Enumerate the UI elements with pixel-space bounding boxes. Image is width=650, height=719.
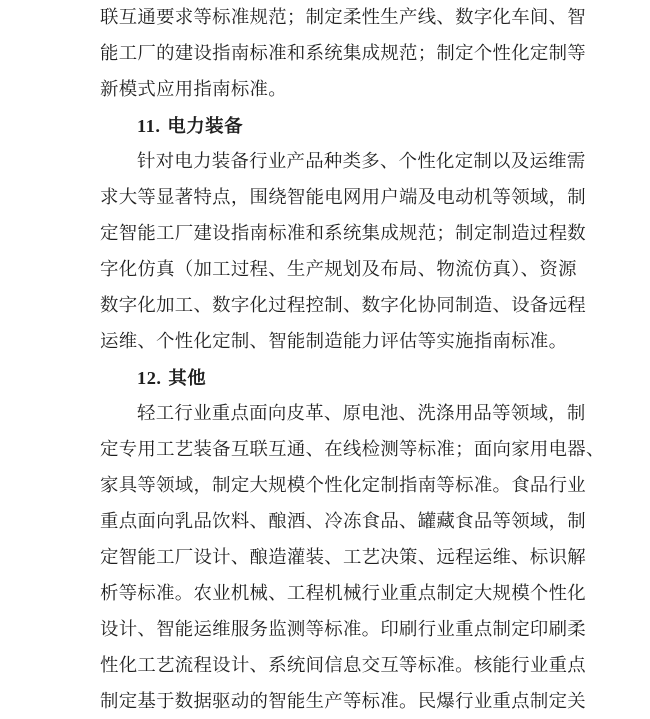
text-line: 定智能工厂建设指南标准和系统集成规范；制定制造过程数 <box>100 223 586 244</box>
text-line: 家具等领域，制定大规模个性化定制指南等标准。食品行业 <box>100 475 586 496</box>
text-line: 运维、个性化定制、智能制造能力评估等实施指南标准。 <box>100 331 568 352</box>
section-heading-11 <box>137 114 243 139</box>
text-line: 针对电力装备行业产品种类多、个性化定制以及运维需 <box>137 151 586 172</box>
text-line: 重点面向乳品饮料、酿酒、冷冻食品、罐藏食品等领域，制 <box>100 511 586 532</box>
text-line: 能工厂的建设指南标准和系统集成规范；制定个性化定制等 <box>100 43 586 64</box>
text-line: 字化仿真（加工过程、生产规划及布局、物流仿真）、资源 <box>100 259 577 280</box>
text-line: 数字化加工、数字化过程控制、数字化协同制造、设备远程 <box>100 295 586 316</box>
text-line: 轻工行业重点面向皮革、原电池、洗涤用品等领域，制 <box>137 403 586 424</box>
text-line: 析等标准。农业机械、工程机械行业重点制定大规模个性化 <box>100 583 586 604</box>
text-line: 性化工艺流程设计、系统间信息交互等标准。核能行业重点 <box>100 655 586 676</box>
text-line: 新模式应用指南标准。 <box>100 79 287 100</box>
text-line: 联互通要求等标准规范；制定柔性生产线、数字化车间、智 <box>100 7 586 28</box>
section-number: 11. <box>137 116 161 136</box>
text-line: 求大等显著特点，围绕智能电网用户端及电动机等领域，制 <box>100 187 586 208</box>
section-title: 电力装备 <box>167 116 243 137</box>
text-line: 制定基于数据驱动的智能生产等标准。民爆行业重点制定关 <box>100 691 586 712</box>
section-number: 12. <box>137 368 162 388</box>
text-line: 设计、智能运维服务监测等标准。印刷行业重点制定印刷柔 <box>100 619 586 640</box>
section-heading-12 <box>137 366 206 391</box>
text-line: 定智能工厂设计、酿造灌装、工艺决策、远程运维、标识解 <box>100 547 586 568</box>
text-line: 定专用工艺装备互联互通、在线检测等标准；面向家用电器、 <box>100 439 605 460</box>
section-title: 其他 <box>168 368 207 389</box>
